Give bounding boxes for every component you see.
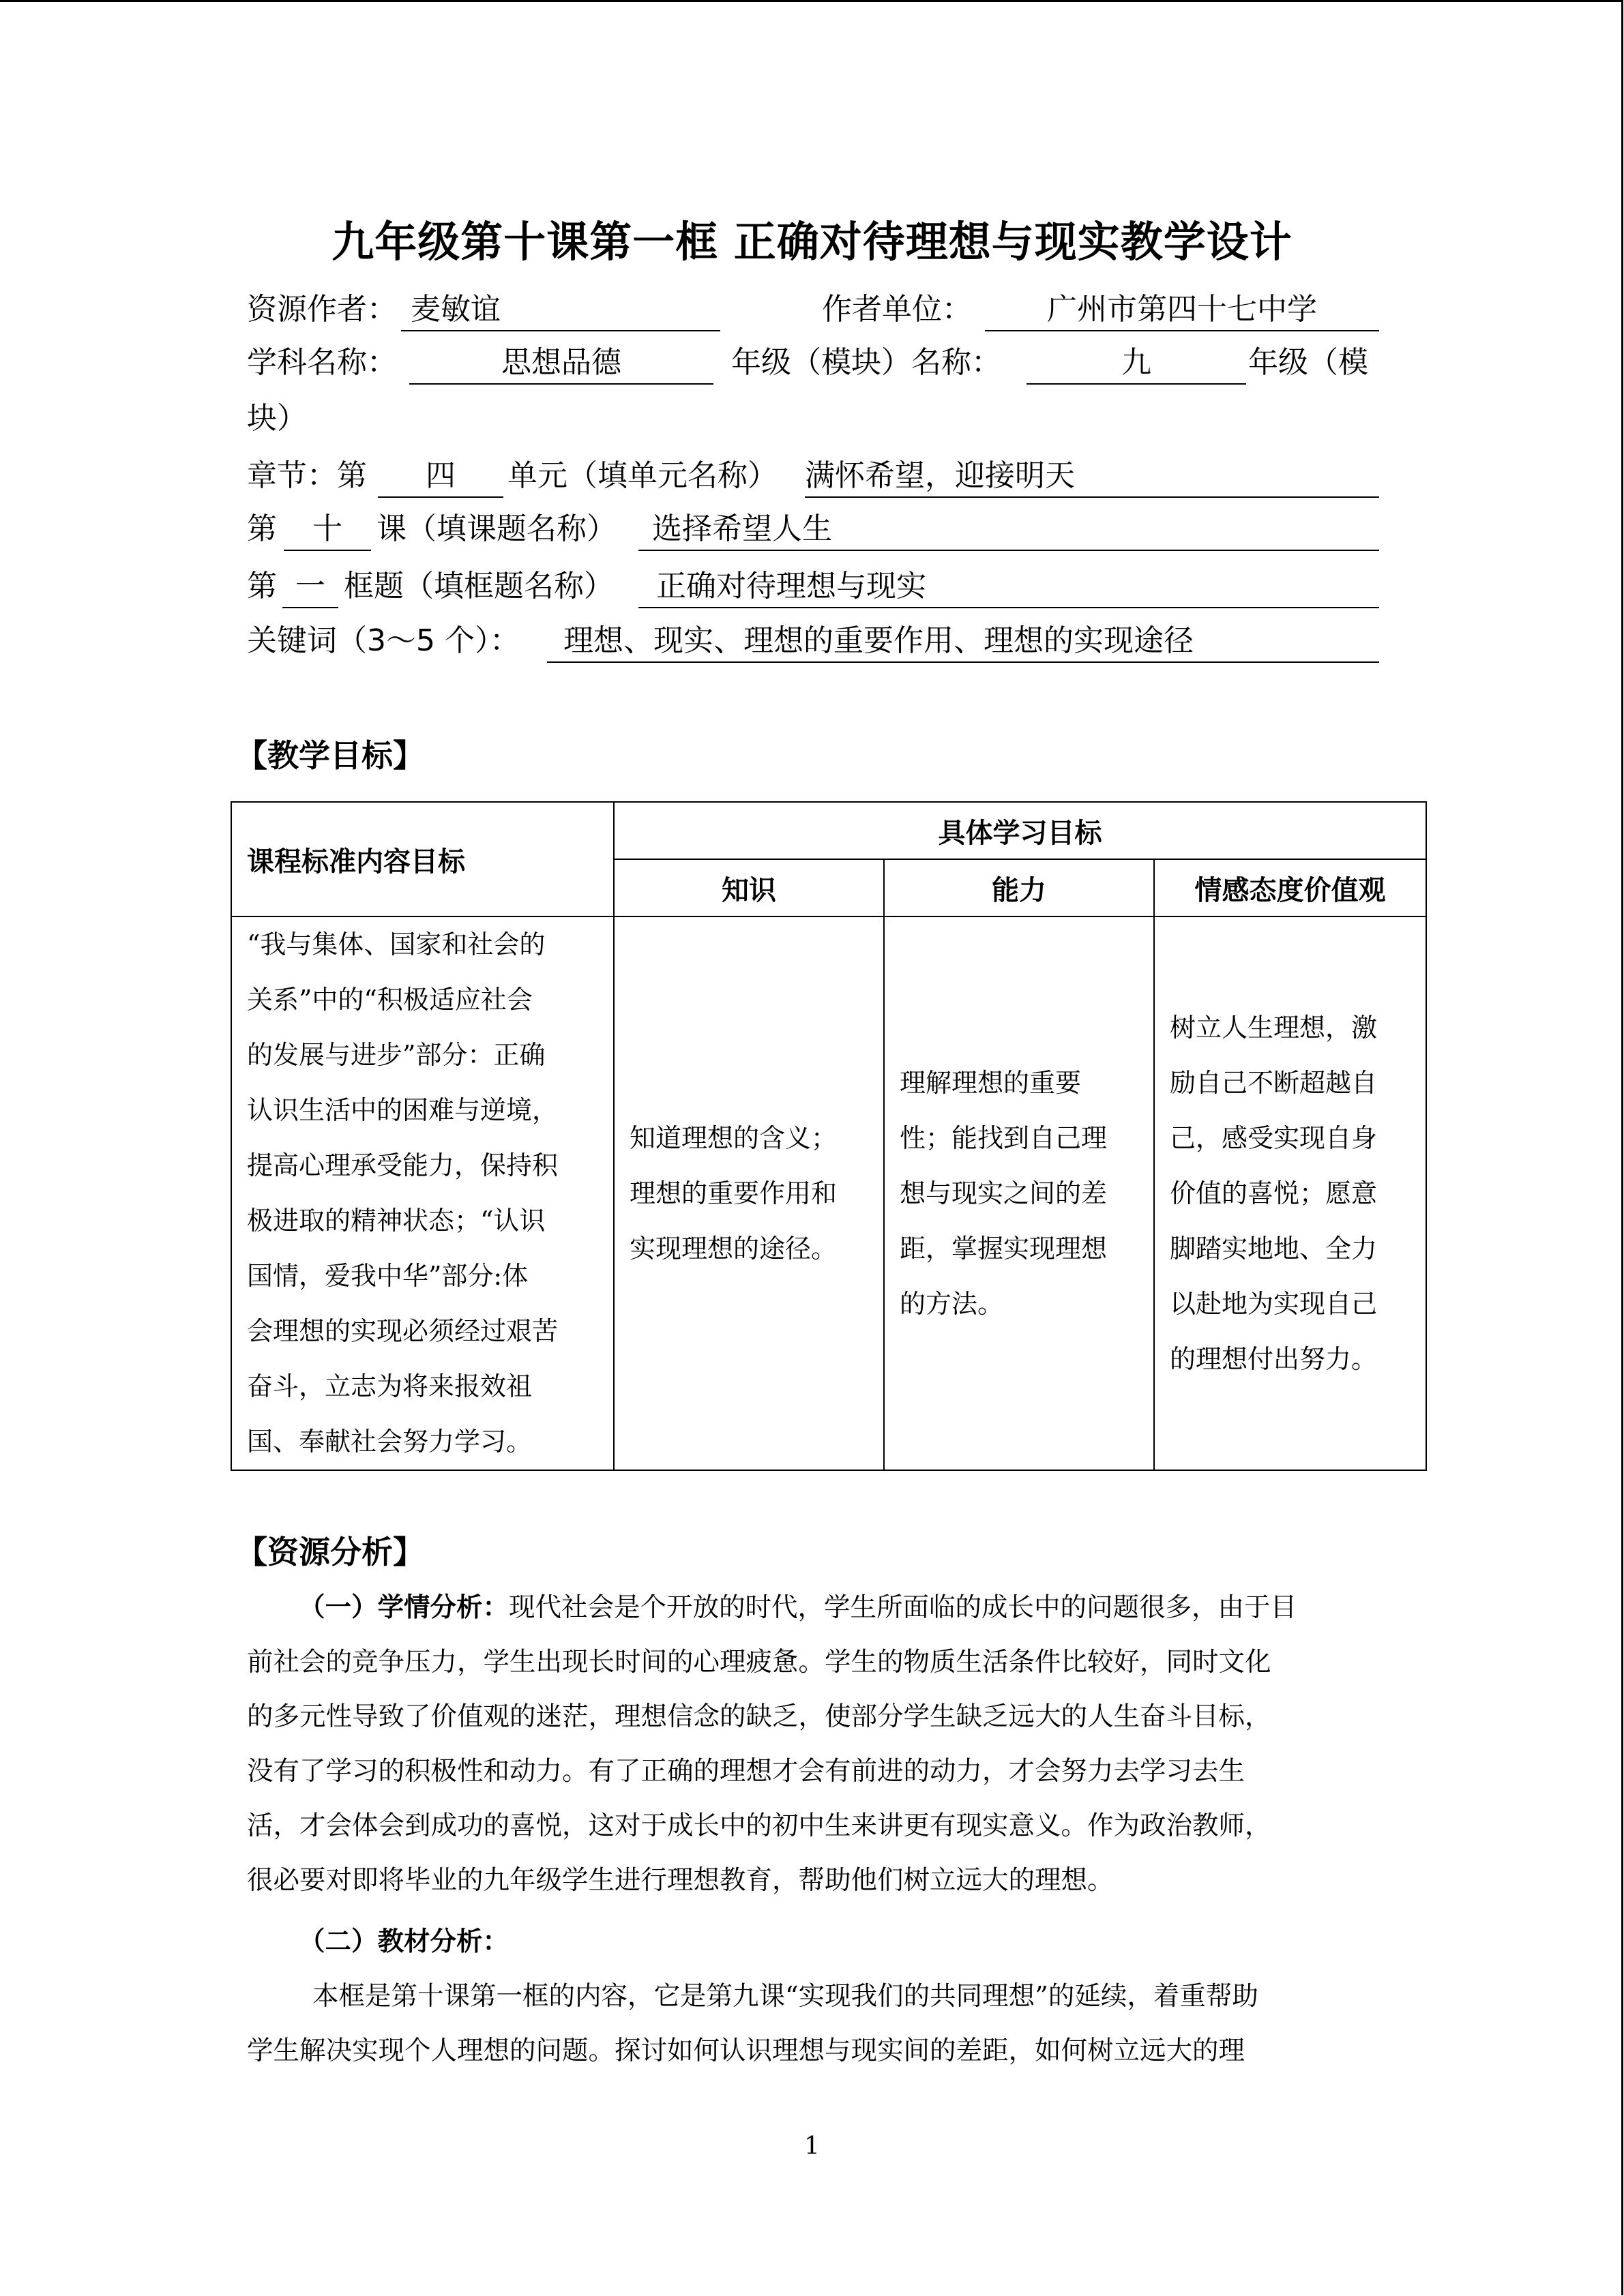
lesson-name-field	[638, 509, 1379, 551]
chapter-num-field	[378, 456, 503, 498]
grade-field	[1027, 342, 1246, 385]
unit-label: 作者单位：	[822, 292, 972, 327]
learner-line-5: 活，才会体会到成功的喜悦，这对于成长中的初中生来讲更有现实意义。作为政治教师，	[247, 1810, 1271, 1841]
chapter-num: 四	[426, 458, 456, 493]
frame-num: 一	[295, 569, 325, 603]
col-emotion-header: 情感态度价值观	[1154, 859, 1426, 916]
ability-cell	[884, 916, 1154, 1470]
learner-line-3: 的多元性导致了价值观的迷茫，理想信念的缺乏，使部分学生缺乏远大的人生奋斗目标，	[247, 1701, 1271, 1732]
emotion-cell	[1154, 916, 1426, 1470]
author-field	[401, 289, 720, 331]
learner-line-1: 现代社会是个开放的时代，学生所面临的成长中的问题很多，由于目	[509, 1592, 1297, 1623]
grade-suffix: 年级（模	[1248, 345, 1368, 380]
textbook-line-1: 本框是第十课第一框的内容，它是第九课“实现我们的共同理想”的延续，着重帮助	[312, 1981, 1258, 2012]
lesson-num-field	[284, 509, 371, 551]
document-title: 九年级第十课第一框 正确对待理想与现实教学设计	[331, 217, 1293, 267]
goals-table	[231, 801, 1427, 1471]
learner-line-4: 没有了学习的积极性和动力。有了正确的理想才会有前进的动力，才会努力去学习去生	[247, 1756, 1245, 1787]
frame-num-field	[282, 566, 338, 608]
ability-text: 理解理想的重要 性；能找到自己理 想与现实之间的差 距，掌握实现理想 的方法。	[900, 1067, 1108, 1319]
learner-line-6: 很必要对即将毕业的九年级学生进行理想教育，帮助他们树立远大的理想。	[247, 1865, 1114, 1896]
standard-cell	[231, 916, 614, 1470]
textbook-line-2: 学生解决实现个人理想的问题。探讨如何认识理想与现实间的差距，如何树立远大的理	[247, 2036, 1245, 2066]
col-specific-header: 具体学习目标	[614, 802, 1426, 859]
subject-value: 思想品德	[501, 345, 621, 380]
keywords-value: 理想、现实、理想的重要作用、理想的实现途径	[563, 623, 1194, 658]
frame-mid: 框题（填框题名称）	[344, 569, 614, 603]
unit-value: 广州市第四十七中学	[1047, 292, 1317, 327]
page-number: 1	[804, 2132, 820, 2160]
col-standard-header: 课程标准内容目标	[231, 802, 614, 916]
frame-name: 正确对待理想与现实	[656, 569, 926, 603]
learner-analysis-label: （一）学情分析：	[299, 1592, 510, 1623]
subject-field	[409, 342, 713, 385]
knowledge-text: 知道理想的含义； 理想的重要作用和 实现理想的途径。	[630, 1122, 838, 1264]
learner-line-2: 前社会的竞争压力，学生出现长时间的心理疲惫。学生的物质生活条件比较好，同时文化	[247, 1647, 1271, 1678]
learner-analysis	[247, 1581, 1379, 1908]
author-value: 麦敏谊	[411, 292, 501, 327]
textbook-analysis	[247, 1915, 1379, 2078]
knowledge-cell	[614, 916, 884, 1470]
grade-value: 九	[1121, 345, 1151, 380]
emotion-text: 树立人生理想，激 励自己不断超越自 己，感受实现自身 价值的喜悦；愿意 脚踏实地地、全力 以赴地为实现自己 的理想付出努力。	[1170, 1012, 1378, 1374]
chapter-name-field	[805, 456, 1379, 498]
col-knowledge-header: 知识	[614, 859, 884, 916]
standard-text: “我与集体、国家和社会的 关系”中的“积极适应社会 的发展与进步”部分：正确 认识生活中的困难与逆境， 提高心理承受能力，保持积 极进取的精神状态；“认识 国情，爱我中华”部分:体 会理想的实现必须经过艰苦 奋斗，立志为将来报效祖 国、奉献社会努力学习。	[247, 929, 559, 1457]
keywords-field	[547, 621, 1379, 663]
lesson-mid: 课（填课题名称）	[377, 511, 617, 546]
frame-name-field	[638, 566, 1379, 608]
lesson-name: 选择希望人生	[652, 511, 832, 546]
resource-heading: 【资源分析】	[236, 1534, 424, 1570]
unit-field	[985, 289, 1379, 331]
author-label: 资源作者：	[247, 292, 397, 327]
col-ability-header: 能力	[884, 859, 1154, 916]
keywords-label: 关键词（3～5 个）：	[247, 623, 520, 658]
grade-suffix-wrap: 块）	[247, 401, 307, 436]
lesson-label: 第	[247, 511, 277, 546]
lesson-num: 十	[312, 511, 342, 546]
subject-label: 学科名称：	[247, 345, 397, 380]
textbook-analysis-label: （二）教材分析：	[299, 1926, 510, 1957]
frame-label: 第	[247, 569, 277, 603]
chapter-mid: 单元（填单元名称）	[507, 458, 778, 493]
author-row	[247, 289, 397, 330]
goals-heading: 【教学目标】	[236, 737, 424, 774]
chapter-label: 章节：第	[247, 458, 367, 493]
chapter-name: 满怀希望，迎接明天	[805, 458, 1075, 493]
grade-label: 年级（模块）名称：	[731, 345, 1001, 380]
